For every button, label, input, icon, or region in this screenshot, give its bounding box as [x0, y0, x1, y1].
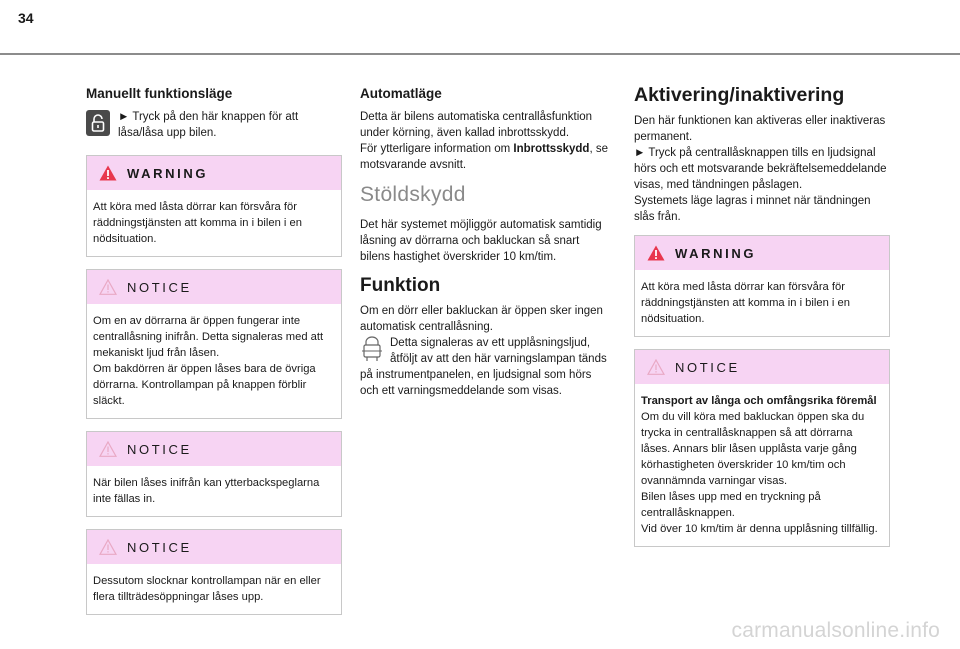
- notice-header: [87, 432, 341, 466]
- notice-title: Transport av långa och omfångsrika föremål: [641, 395, 877, 407]
- section-heading-activation: Aktivering/inaktivering: [634, 84, 845, 106]
- warning-text: Att köra med låsta dörrar kan försvåra för räddningstjänsten att komma in i bilen i en nödsituation.: [641, 281, 850, 325]
- theft-text: Det här systemet möjliggör automatisk samtidig låsning av dörrarna och bakluckan så snart bilens hastighet överskrider 10 km/tim.: [360, 219, 602, 263]
- notice-box-2: [86, 431, 342, 517]
- section-heading-auto: Automatläge: [360, 86, 442, 101]
- warning-header: [635, 236, 889, 270]
- notice-text-line: Om bakdörren är öppen låses bara de övriga dörrarna. Kontrollampan på knappen förblir släckt.: [93, 363, 316, 407]
- notice-triangle-icon: [647, 359, 665, 375]
- notice-text: När bilen låses inifrån kan ytterbackspeglarna inte fällas in.: [93, 477, 320, 505]
- open-door-warning-icon: [360, 335, 384, 363]
- reference-link: Inbrottsskydd: [513, 143, 590, 155]
- function-signal-text: Detta signaleras av ett upplåsningsljud, åtföljt av att den här varningslampan tänds på instrumentpanelen, en ljudsignal som hörs och ett varningsmeddelande som visas.: [360, 337, 607, 397]
- notice-triangle-icon: [99, 441, 117, 457]
- column-middle: [360, 82, 610, 399]
- notice-text-line: Om du vill köra med bakluckan öppen ska du trycka in centrallåsknappen så att dörrarna låses. Annars blir låsen upplåsta varje gång körhastigheten överskrider 10 km/tim och ovannämnda varningar visas.: [641, 411, 865, 487]
- auto-text: Detta är bilens automatiska centrallåsfunktion under körning, även kallad inbrottsskydd.: [360, 111, 593, 139]
- lock-button-icon: [86, 110, 110, 136]
- notice-text-line: Vid över 10 km/tim är denna upplåsning tillfällig.: [641, 523, 878, 535]
- activation-instruction: ► Tryck på centrallåsknappen tills en ljudsignal hörs och ett motsvarande bekräftelsemeddelande visas, med tändningen påslagen.: [634, 147, 887, 191]
- notice-triangle-icon: [99, 279, 117, 295]
- auto-reference: För ytterligare information om Inbrottsskydd, se motsvarande avsnitt.: [360, 143, 608, 171]
- notice-box-1: [86, 269, 342, 419]
- page-number: 34: [18, 10, 34, 26]
- activation-text: Den här funktionen kan aktiveras eller inaktiveras permanent.: [634, 115, 886, 143]
- notice-text: Dessutom slocknar kontrollampan när en eller flera tillträdesöppningar låses upp.: [93, 575, 321, 603]
- warning-label: WARNING: [675, 245, 757, 261]
- header-rule: [0, 53, 960, 55]
- notice-box-3: [86, 529, 342, 615]
- column-left: [86, 82, 342, 627]
- notice-label: NOTICE: [127, 441, 192, 457]
- instruction-text: ► Tryck på den här knappen för att låsa/låsa upp bilen.: [118, 111, 299, 139]
- column-right: [634, 82, 890, 559]
- notice-header: [635, 350, 889, 384]
- instruction-row: [86, 109, 342, 141]
- notice-triangle-icon: [99, 539, 117, 555]
- warning-text: Att köra med låsta dörrar kan försvåra för räddningstjänsten att komma in i bilen i en nödsituation.: [93, 201, 302, 245]
- notice-header: [87, 530, 341, 564]
- warning-triangle-icon: [647, 245, 665, 261]
- warning-box: [634, 235, 890, 337]
- function-text: Om en dörr eller bakluckan är öppen sker ingen automatisk centrallåsning.: [360, 305, 603, 333]
- section-heading-theft: Stöldskydd: [360, 183, 466, 206]
- notice-header: [87, 270, 341, 304]
- warning-header: [87, 156, 341, 190]
- warning-label: WARNING: [127, 165, 209, 181]
- activation-memory: Systemets läge lagras i minnet när tändningen slås från.: [634, 195, 871, 223]
- notice-text-line: Bilen låses upp med en tryckning på centrallåsknappen.: [641, 491, 821, 519]
- section-heading-function: Funktion: [360, 275, 441, 296]
- section-heading-manual: Manuellt funktionsläge: [86, 86, 233, 101]
- warning-triangle-icon: [99, 165, 117, 181]
- watermark: carmanualsonline.info: [731, 619, 940, 642]
- notice-label: NOTICE: [675, 359, 740, 375]
- notice-text-line: Om en av dörrarna är öppen fungerar inte centrallåsning inifrån. Detta signaleras med att mekaniskt ljud från låsen.: [93, 315, 324, 359]
- notice-label: NOTICE: [127, 279, 192, 295]
- notice-box-transport: [634, 349, 890, 547]
- warning-box: [86, 155, 342, 257]
- notice-label: NOTICE: [127, 539, 192, 555]
